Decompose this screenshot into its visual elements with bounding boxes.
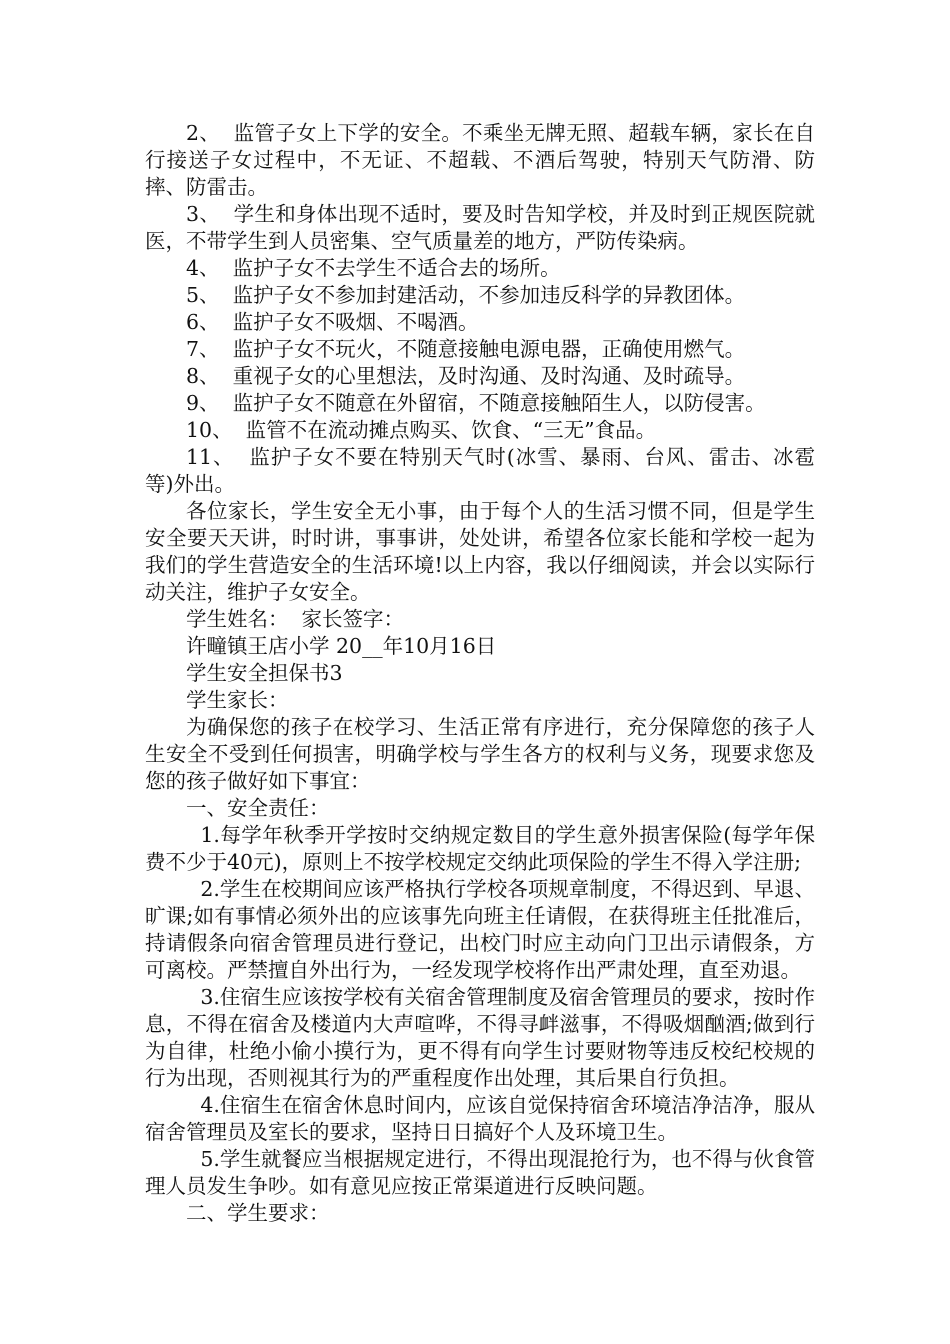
- heading-student-requirements: 二、学生要求：: [186, 1201, 330, 1225]
- section-title: 学生安全担保书3: [186, 661, 343, 685]
- signature-line: 学生姓名： 家长签字：: [186, 607, 405, 631]
- heading-safety-responsibility: 一、安全责任：: [186, 796, 330, 820]
- rule-2-attendance: 2.学生在校期间应该严格执行学校各项规章制度，不得迟到、早退、旷课;如有事情必须外出的应该事先向班主任请假，在获得班主任批准后，持请假条向宿舍管理员进行登记，出校门时应主动向门卫出示请假条，方可离校。严禁擅自外出行为，一经发现学校将作出严肃处理，直至劝退。: [145, 877, 815, 982]
- rule-3-dormitory: 3.住宿生应该按学校有关宿舍管理制度及宿舍管理员的要求，按时作息，不得在宿舍及楼道内大声喧哗，不得寻衅滋事，不得吸烟酗酒;做到行为自律，杜绝小偷小摸行为，更不得有向学生讨要财物等违反校纪校规的行为出现，否则视其行为的严重程度作出处理，其后果自行负担。: [145, 985, 815, 1090]
- paragraph-item-3: 3、 学生和身体出现不适时，要及时告知学校，并及时到正规医院就医，不带学生到人员密集、空气质量差的地方，严防传染病。: [145, 202, 815, 253]
- document-body: [145, 120, 815, 1227]
- closing-paragraph: 各位家长，学生安全无小事，由于每个人的生活习惯不同，但是学生安全要天天讲，时时讲，事事讲，处处讲，希望各位家长能和学校一起为我们的学生营造安全的生活环境!以上内容，我以仔细阅读，并会以实际行动关注，维护子女安全。: [145, 499, 815, 604]
- paragraph-item-11: 11、 监护子女不要在特别天气时(冰雪、暴雨、台风、雷击、冰雹等)外出。: [145, 445, 815, 496]
- rule-4-hygiene: 4.住宿生在宿舍休息时间内，应该自觉保持宿舍环境洁净洁净，服从宿舍管理员及室长的要求，坚持日日搞好个人及环境卫生。: [145, 1093, 815, 1144]
- paragraph-item-7: 7、 监护子女不玩火，不随意接触电源电器，正确使用燃气。: [186, 337, 746, 361]
- paragraph-item-8: 8、 重视子女的心里想法，及时沟通、及时沟通、及时疏导。: [186, 364, 746, 388]
- salutation: 学生家长：: [186, 688, 289, 712]
- school-date-line: 许疃镇王店小学 20__年10月16日: [186, 634, 497, 658]
- paragraph-item-4: 4、 监护子女不去学生不适合去的场所。: [186, 256, 561, 280]
- paragraph-item-9: 9、 监护子女不随意在外留宿，不随意接触陌生人，以防侵害。: [186, 391, 766, 415]
- paragraph-item-2: 2、 监管子女上下学的安全。不乘坐无牌无照、超载车辆，家长在自行接送子女过程中，不无证、不超载、不酒后驾驶，特别天气防滑、防摔、防雷击。: [145, 121, 815, 199]
- paragraph-item-6: 6、 监护子女不吸烟、不喝酒。: [186, 310, 479, 334]
- paragraph-item-10: 10、 监管不在流动摊点购买、饮食、“三无”食品。: [186, 418, 657, 442]
- paragraph-item-5: 5、 监护子女不参加封建活动，不参加违反科学的异教团体。: [186, 283, 746, 307]
- rule-1-insurance: 1.每学年秋季开学按时交纳规定数目的学生意外损害保险(每学年保费不少于40元)，原则上不按学校规定交纳此项保险的学生不得入学注册;: [145, 823, 815, 874]
- rule-5-dining: 5.学生就餐应当根据规定进行，不得出现混抢行为，也不得与伙食管理人员发生争吵。如有意见应按正常渠道进行反映问题。: [145, 1147, 815, 1198]
- intro-paragraph: 为确保您的孩子在校学习、生活正常有序进行，充分保障您的孩子人生安全不受到任何损害，明确学校与学生各方的权利与义务，现要求您及您的孩子做好如下事宜：: [145, 715, 815, 793]
